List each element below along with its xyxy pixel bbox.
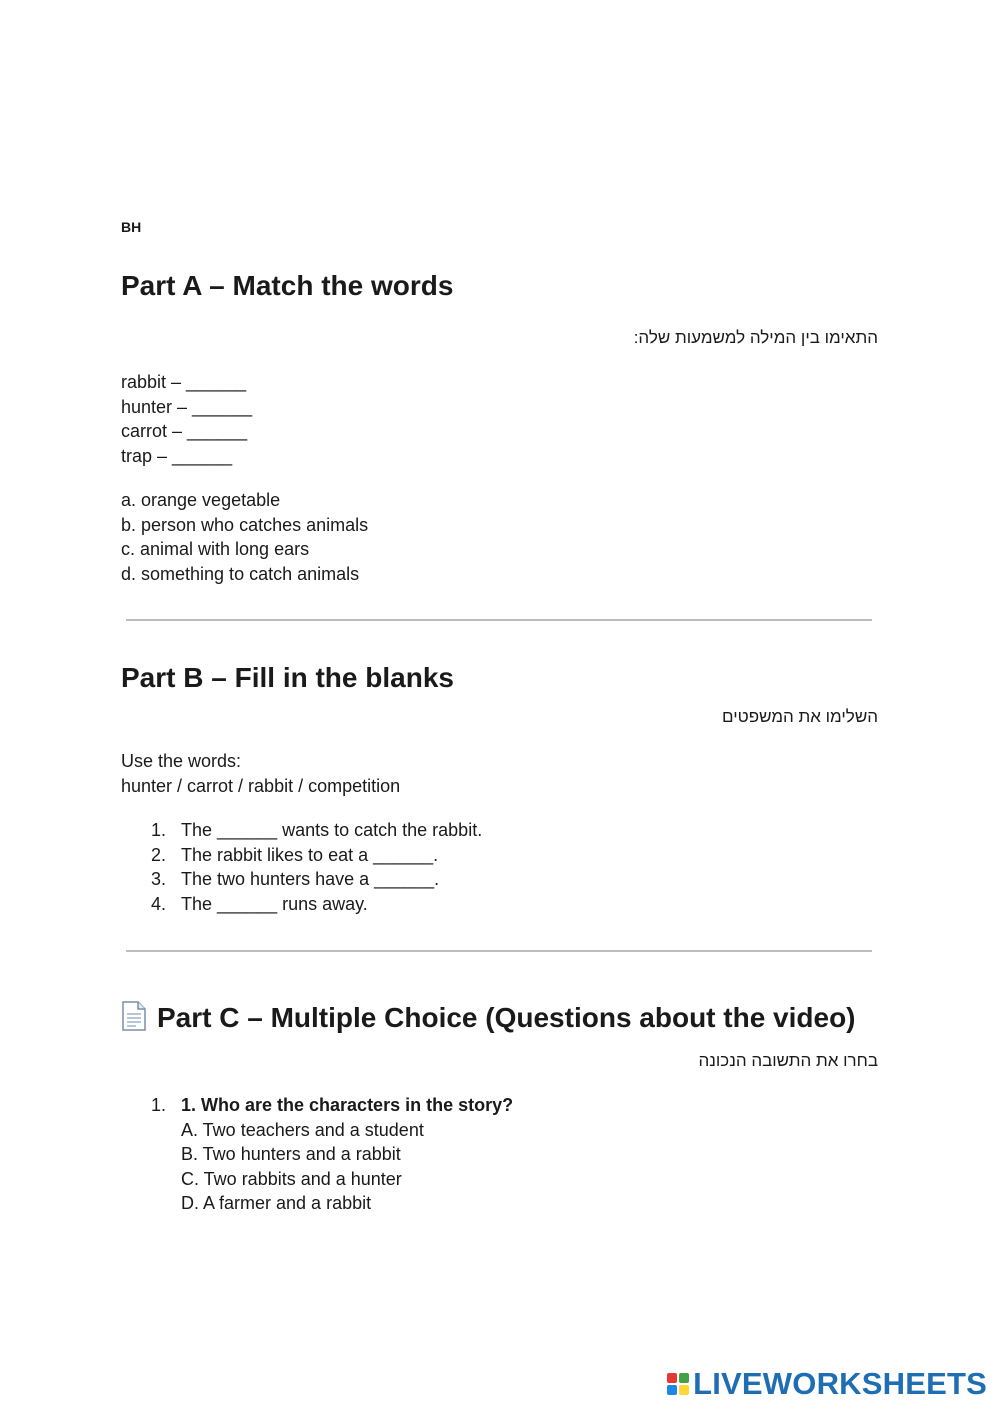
- question-text: 1. Who are the characters in the story?: [181, 1095, 514, 1115]
- question-item: 1. 1. Who are the characters in the story? A. Two teachers and a student B. Two hunters and a rabbit C. Two rabbits and a hunter D. A farmer and a rabbit: [121, 1093, 878, 1216]
- answer-option[interactable]: A. Two teachers and a student: [181, 1119, 424, 1140]
- part-a-instruction: התאימו בין המילה למשמעות שלה:: [633, 328, 878, 347]
- word-item[interactable]: hunter – ______: [121, 396, 253, 417]
- word-bank-words: hunter / carrot / rabbit / competition: [121, 775, 401, 796]
- liveworksheets-logo[interactable]: [667, 1366, 987, 1402]
- sentence-item[interactable]: 2. The rabbit likes to eat a ______.: [151, 844, 439, 865]
- part-a-title: Part A – Match the words: [121, 270, 454, 301]
- section-divider: [126, 950, 872, 952]
- sentence-item[interactable]: 4. The ______ runs away.: [151, 893, 368, 914]
- sentence-item[interactable]: 3. The two hunters have a ______.: [151, 869, 440, 889]
- fill-in-list: [121, 818, 878, 916]
- part-a-word-list: [121, 370, 252, 468]
- sentence-item[interactable]: 1. The ______ wants to catch the rabbit.: [151, 820, 483, 840]
- meaning-item: d. something to catch animals: [121, 563, 360, 584]
- word-bank-label: Use the words:: [121, 751, 242, 771]
- logo-mark-icon: [667, 1373, 689, 1395]
- part-a-meaning-list: [121, 488, 368, 586]
- part-c-heading: [121, 1001, 856, 1034]
- meaning-item: b. person who catches animals: [121, 514, 369, 535]
- part-b-instruction: השלימו את המשפטים: [722, 707, 878, 726]
- logo-text: LIVEWORKSHEETS: [693, 1366, 987, 1401]
- meaning-item: c. animal with long ears: [121, 539, 310, 559]
- section-divider: [126, 619, 872, 621]
- part-b-title: Part B – Fill in the blanks: [121, 662, 454, 693]
- meaning-item: a. orange vegetable: [121, 490, 281, 510]
- answer-option[interactable]: C. Two rabbits and a hunter: [181, 1168, 402, 1189]
- word-item[interactable]: trap – ______: [121, 445, 233, 466]
- answer-option[interactable]: B. Two hunters and a rabbit: [181, 1144, 401, 1164]
- word-bank: [121, 749, 400, 798]
- part-c-instruction: בחרו את התשובה הנכונה: [698, 1051, 878, 1070]
- document-icon: [121, 1001, 147, 1031]
- question-list: [121, 1093, 878, 1216]
- part-c-title: Part C – Multiple Choice (Questions about the video): [157, 1002, 856, 1033]
- word-item[interactable]: carrot – ______: [121, 421, 248, 441]
- answer-option[interactable]: D. A farmer and a rabbit: [181, 1193, 372, 1213]
- bh-label: BH: [121, 219, 142, 235]
- word-item[interactable]: rabbit – ______: [121, 372, 247, 392]
